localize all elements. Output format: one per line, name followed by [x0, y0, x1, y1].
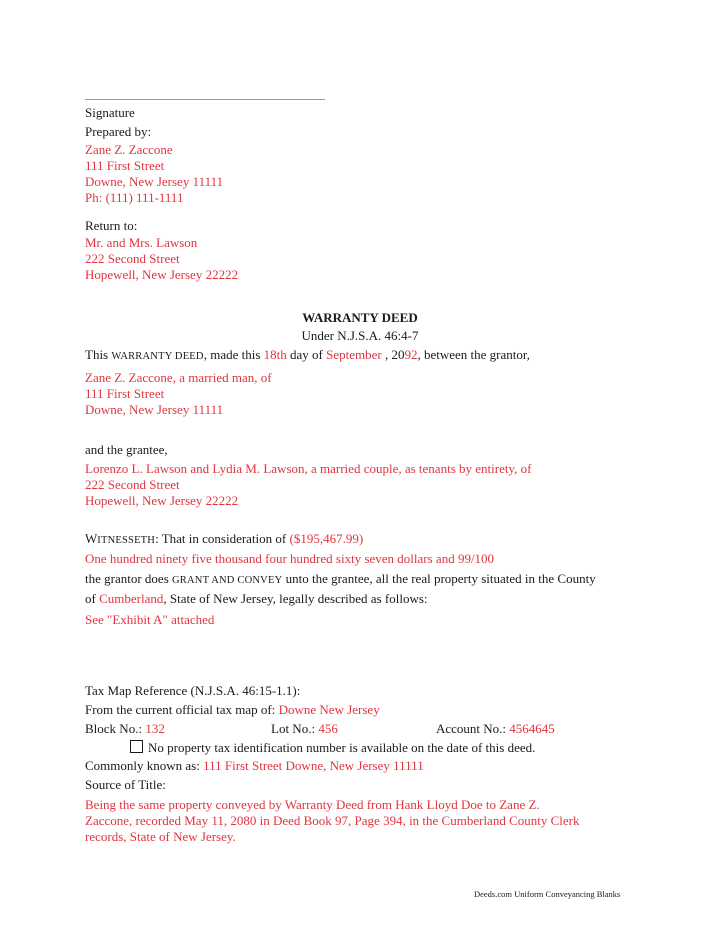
- deed-subtitle: Under N.J.S.A. 46:4-7: [301, 328, 419, 343]
- of-label: of: [85, 591, 96, 606]
- return-city: Hopewell, New Jersey 22222: [85, 267, 239, 282]
- lot-label: Lot No.:: [271, 721, 316, 736]
- return-name: Mr. and Mrs. Lawson: [85, 235, 198, 250]
- intro-day-of: day of: [290, 347, 323, 362]
- source-of-title-line-2: Zaccone, recorded May 11, 2080 in Deed Book 97, Page 394, in the Cumberland County Clerk: [85, 813, 580, 828]
- intro-this: This: [85, 347, 109, 362]
- no-tax-id-text: No property tax identification number is available on the date of this deed.: [148, 740, 536, 755]
- block-label: Block No.:: [85, 721, 143, 736]
- deed-title: WARRANTY DEED: [302, 310, 418, 325]
- grantor-street: 111 First Street: [85, 386, 165, 401]
- tax-map-reference: Tax Map Reference (N.J.S.A. 46:15-1.1):: [85, 683, 301, 698]
- deed-year: 92: [404, 347, 418, 362]
- lot-value: 456: [318, 721, 338, 736]
- source-of-title-line-1: Being the same property conveyed by Warranty Deed from Hank Lloyd Doe to Zane Z.: [85, 797, 540, 812]
- grantee-names: Lorenzo L. Lawson and Lydia M. Lawson, a married couple, as tenants by entirety, of: [85, 461, 532, 476]
- witnesseth-line: [85, 531, 363, 549]
- no-tax-id-checkbox[interactable]: [130, 740, 143, 753]
- intro-made-this: , made this: [203, 347, 261, 362]
- deed-month: September: [326, 347, 382, 362]
- grant-suffix: unto the grantee, all the real property situated in the County: [285, 571, 596, 586]
- account-value: 4564645: [509, 721, 555, 736]
- consideration-text: : That in consideration of: [155, 531, 287, 546]
- tax-map-source-line: [85, 702, 380, 718]
- footer-credit: Deeds.com Uniform Conveyancing Blanks: [474, 889, 621, 899]
- grantor-name: Zane Z. Zaccone, a married man, of: [85, 370, 272, 385]
- grant-convey: GRANT AND CONVEY: [172, 575, 283, 586]
- return-to-label: Return to:: [85, 218, 138, 233]
- grantee-street: 222 Second Street: [85, 477, 180, 492]
- witnesseth-rest: ITNESSETH: [97, 535, 156, 546]
- lot-field: [271, 721, 338, 737]
- prepared-by-label: Prepared by:: [85, 124, 152, 139]
- source-of-title-line-3: records, State of New Jersey.: [85, 829, 236, 844]
- signature-line: [85, 99, 325, 100]
- commonly-known-line: [85, 758, 424, 774]
- preparer-name: Zane Z. Zaccone: [85, 142, 173, 157]
- block-field: [85, 721, 165, 737]
- grantee-label: and the grantee,: [85, 442, 168, 457]
- grantor-city: Downe, New Jersey 11111: [85, 402, 224, 417]
- grantee-city: Hopewell, New Jersey 22222: [85, 493, 239, 508]
- deed-intro-line: [85, 347, 530, 365]
- account-label: Account No.:: [436, 721, 507, 736]
- no-tax-id-line: [130, 740, 535, 756]
- preparer-phone: Ph: (111) 111-1111: [85, 190, 184, 205]
- amount-in-words: One hundred ninety five thousand four hundred sixty seven dollars and 99/100: [85, 551, 495, 566]
- deed-day: 18th: [263, 347, 287, 362]
- intro-warranty-deed: WARRANTY DEED: [111, 351, 204, 362]
- county-line: [85, 591, 428, 607]
- exhibit-reference: See "Exhibit A" attached: [85, 612, 215, 627]
- consideration-amount: ($195,467.99): [289, 531, 364, 546]
- grant-line: [85, 571, 596, 589]
- current-tax-map-label: From the current official tax map of:: [85, 702, 276, 717]
- known-as-address: 111 First Street Downe, New Jersey 11111: [203, 758, 424, 773]
- known-as-label: Commonly known as:: [85, 758, 200, 773]
- preparer-city: Downe, New Jersey 11111: [85, 174, 224, 189]
- signature-label: Signature: [85, 105, 135, 120]
- account-field: [436, 721, 555, 737]
- tax-map-municipality: Downe New Jersey: [278, 702, 380, 717]
- witnesseth-first: W: [85, 531, 98, 546]
- intro-between: , between the grantor,: [417, 347, 530, 362]
- preparer-street: 111 First Street: [85, 158, 165, 173]
- intro-year-prefix: , 20: [384, 347, 405, 362]
- county-name: Cumberland: [99, 591, 164, 606]
- return-street: 222 Second Street: [85, 251, 180, 266]
- state-suffix: , State of New Jersey, legally described as follows:: [163, 591, 428, 606]
- grant-prefix: the grantor does: [85, 571, 169, 586]
- source-of-title-label: Source of Title:: [85, 777, 166, 792]
- block-value: 132: [145, 721, 165, 736]
